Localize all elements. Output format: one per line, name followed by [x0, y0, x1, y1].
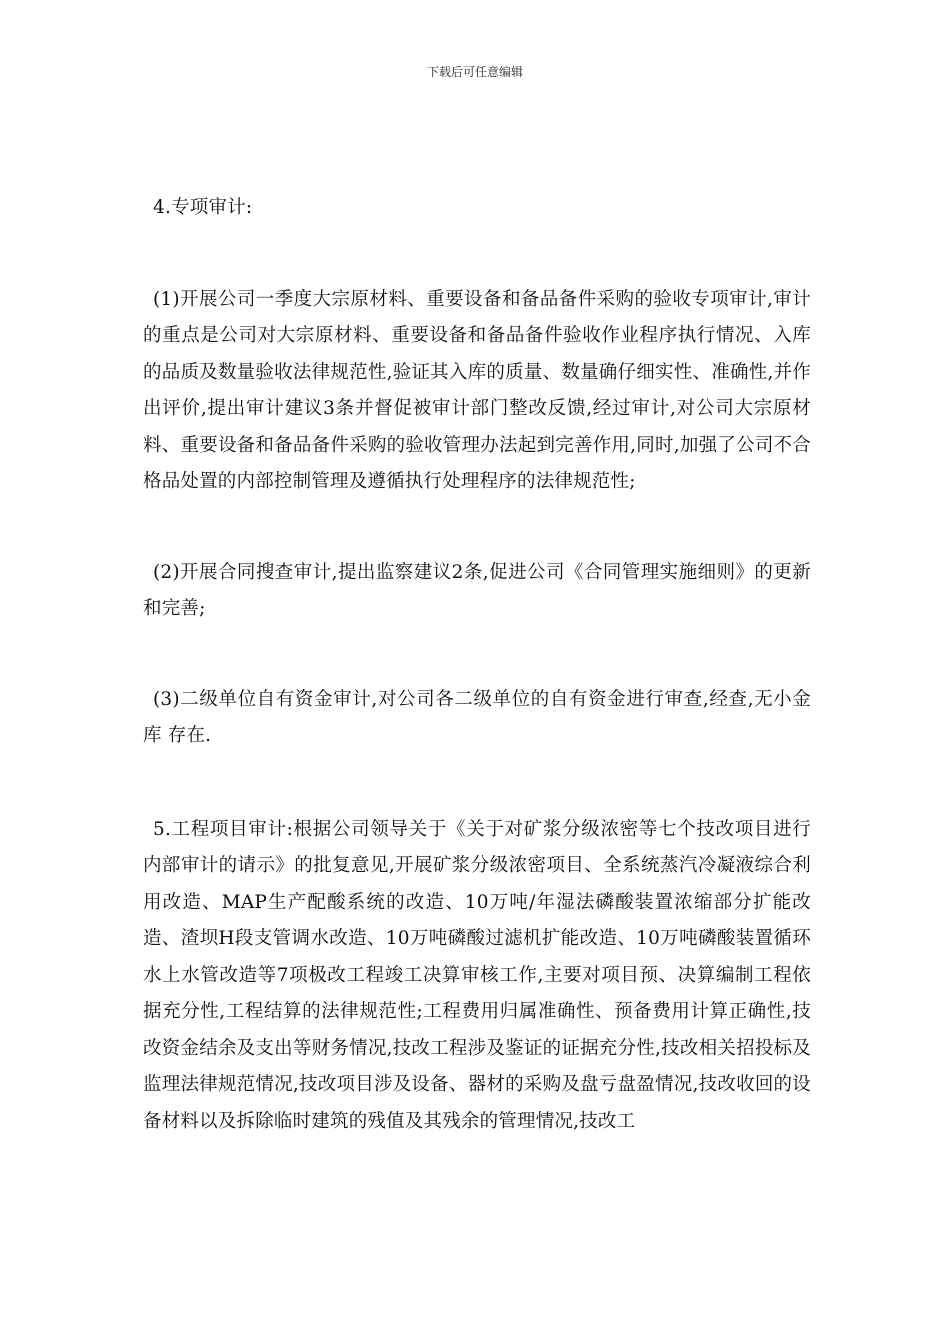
spacer: [143, 628, 811, 682]
paragraph-item-3: (3)二级单位自有资金审计,对公司各二级单位的自有资金进行审查,经查,无小金库 存在.: [143, 688, 811, 746]
paragraph-item-2: (2)开展合同搜查审计,提出监察建议2条,促进公司《合同管理实施细则》的更新和完善;: [143, 561, 811, 619]
page-header: 下载后可任意编辑: [426, 65, 523, 79]
section-4-heading: 4.专项审计:: [153, 197, 253, 218]
paragraph-item-1: (1)开展公司一季度大宗原材料、重要设备和备品备件采购的验收专项审计,审计的重点是公司对大宗原材料、重要设备和备品备件验收作业程序执行情况、入库的品质及数量验收法律规范性,验证其入库的质量、数量确仔细实性、准确性,并作出评价,提出审计建议3条并督促被审计部门整改反馈,经过审计,对公司大宗原材料、重要设备和备品备件采购的验收管理办法起到完善作用,同时,加强了公司不合格品处置的内部控制管理及遵循执行处理程序的法律规范性;: [143, 288, 811, 492]
spacer: [143, 755, 811, 812]
document-body: [143, 190, 811, 1140]
section-5-paragraph: 5.工程项目审计:根据公司领导关于《关于对矿浆分级浓密等七个技改项目进行内部审计的请示》的批复意见,开展矿浆分级浓密项目、全系统蒸汽冷凝液综合利用改造、MAP生产配酸系统的改造、10万吨/年湿法磷酸装置浓缩部分扩能改造、渣坝H段支管调水改造、10万吨磷酸过滤机扩能改造、10万吨磷酸装置循环水上水管改造等7项极改工程竣工决算审核工作,主要对项目预、决算编制工程依据充分性,工程结算的法律规范性;工程费用归属准确性、预备费用计算正确性,技改资金结余及支出等财务情况,技改工程涉及鉴证的证据充分性,技改相关招投标及监理法律规范情况,技改项目涉及设备、器材的采购及盘亏盘盈情况,技改收回的设备材料以及拆除临时建筑的残值及其残余的管理情况,技改工: [143, 818, 811, 1132]
spacer: [143, 501, 811, 555]
spacer: [143, 227, 811, 282]
